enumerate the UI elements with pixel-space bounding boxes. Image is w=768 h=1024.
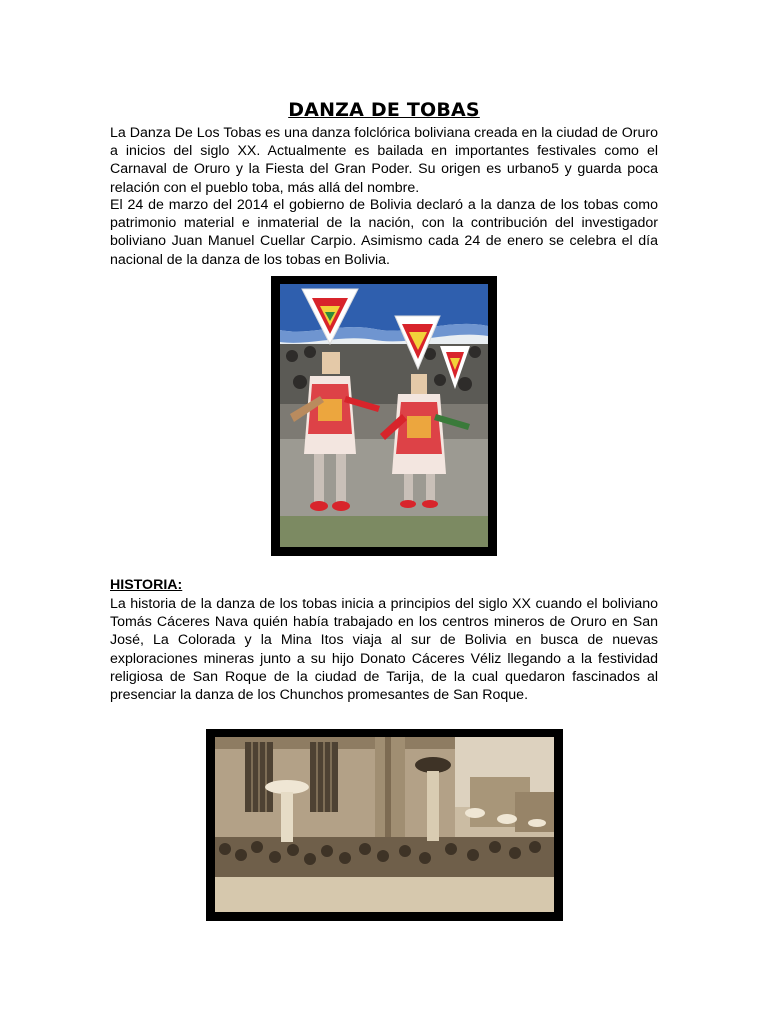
intro-paragraph-1: La Danza De Los Tobas es una danza folclórica boliviana creada en la ciudad de Oruro a inicios del siglo XX. Actualmente es bailada en importantes festivales como el Carnaval de Oruro y la Fiesta del Gran Poder. Su origen es urbano5 y guarda poca relación con el pueblo toba, más allá del nombre. [110,125,658,196]
procession-photo-illustration [215,737,554,912]
sepia-photo-historic-procession [206,729,563,921]
intro-paragraph-2: El 24 de marzo del 2014 el gobierno de Bolivia declaró a la danza de los tobas como patrimonio material e inmaterial de la nación, con la contribución del investigador boliviano Juan Manuel Cuellar Carpio. Asimismo cada 24 de enero se celebra el día nacional de la danza de los tobas en Bolivia. [110,197,658,268]
historia-heading: HISTORIA: [110,577,183,593]
page-title: DANZA DE TOBAS [288,98,480,121]
historia-paragraph: La historia de la danza de los tobas inicia a principios del siglo XX cuando el boliviano Tomás Cáceres Nava quién había trabajado en los centros mineros de Oruro en San José, La Colorada y la Mina Itos viaja al sur de Bolivia en busca de nuevas exploraciones mineras junto a su hijo Donato Cáceres Véliz llegando a la festividad religiosa de San Roque de la ciudad de Tarija, de la cual quedaron fascinados al presenciar la danza de los Chunchos promesantes de San Roque. [110,596,658,704]
color-photo-tobas-dancers [271,276,497,556]
dancers-photo-illustration [280,284,488,547]
